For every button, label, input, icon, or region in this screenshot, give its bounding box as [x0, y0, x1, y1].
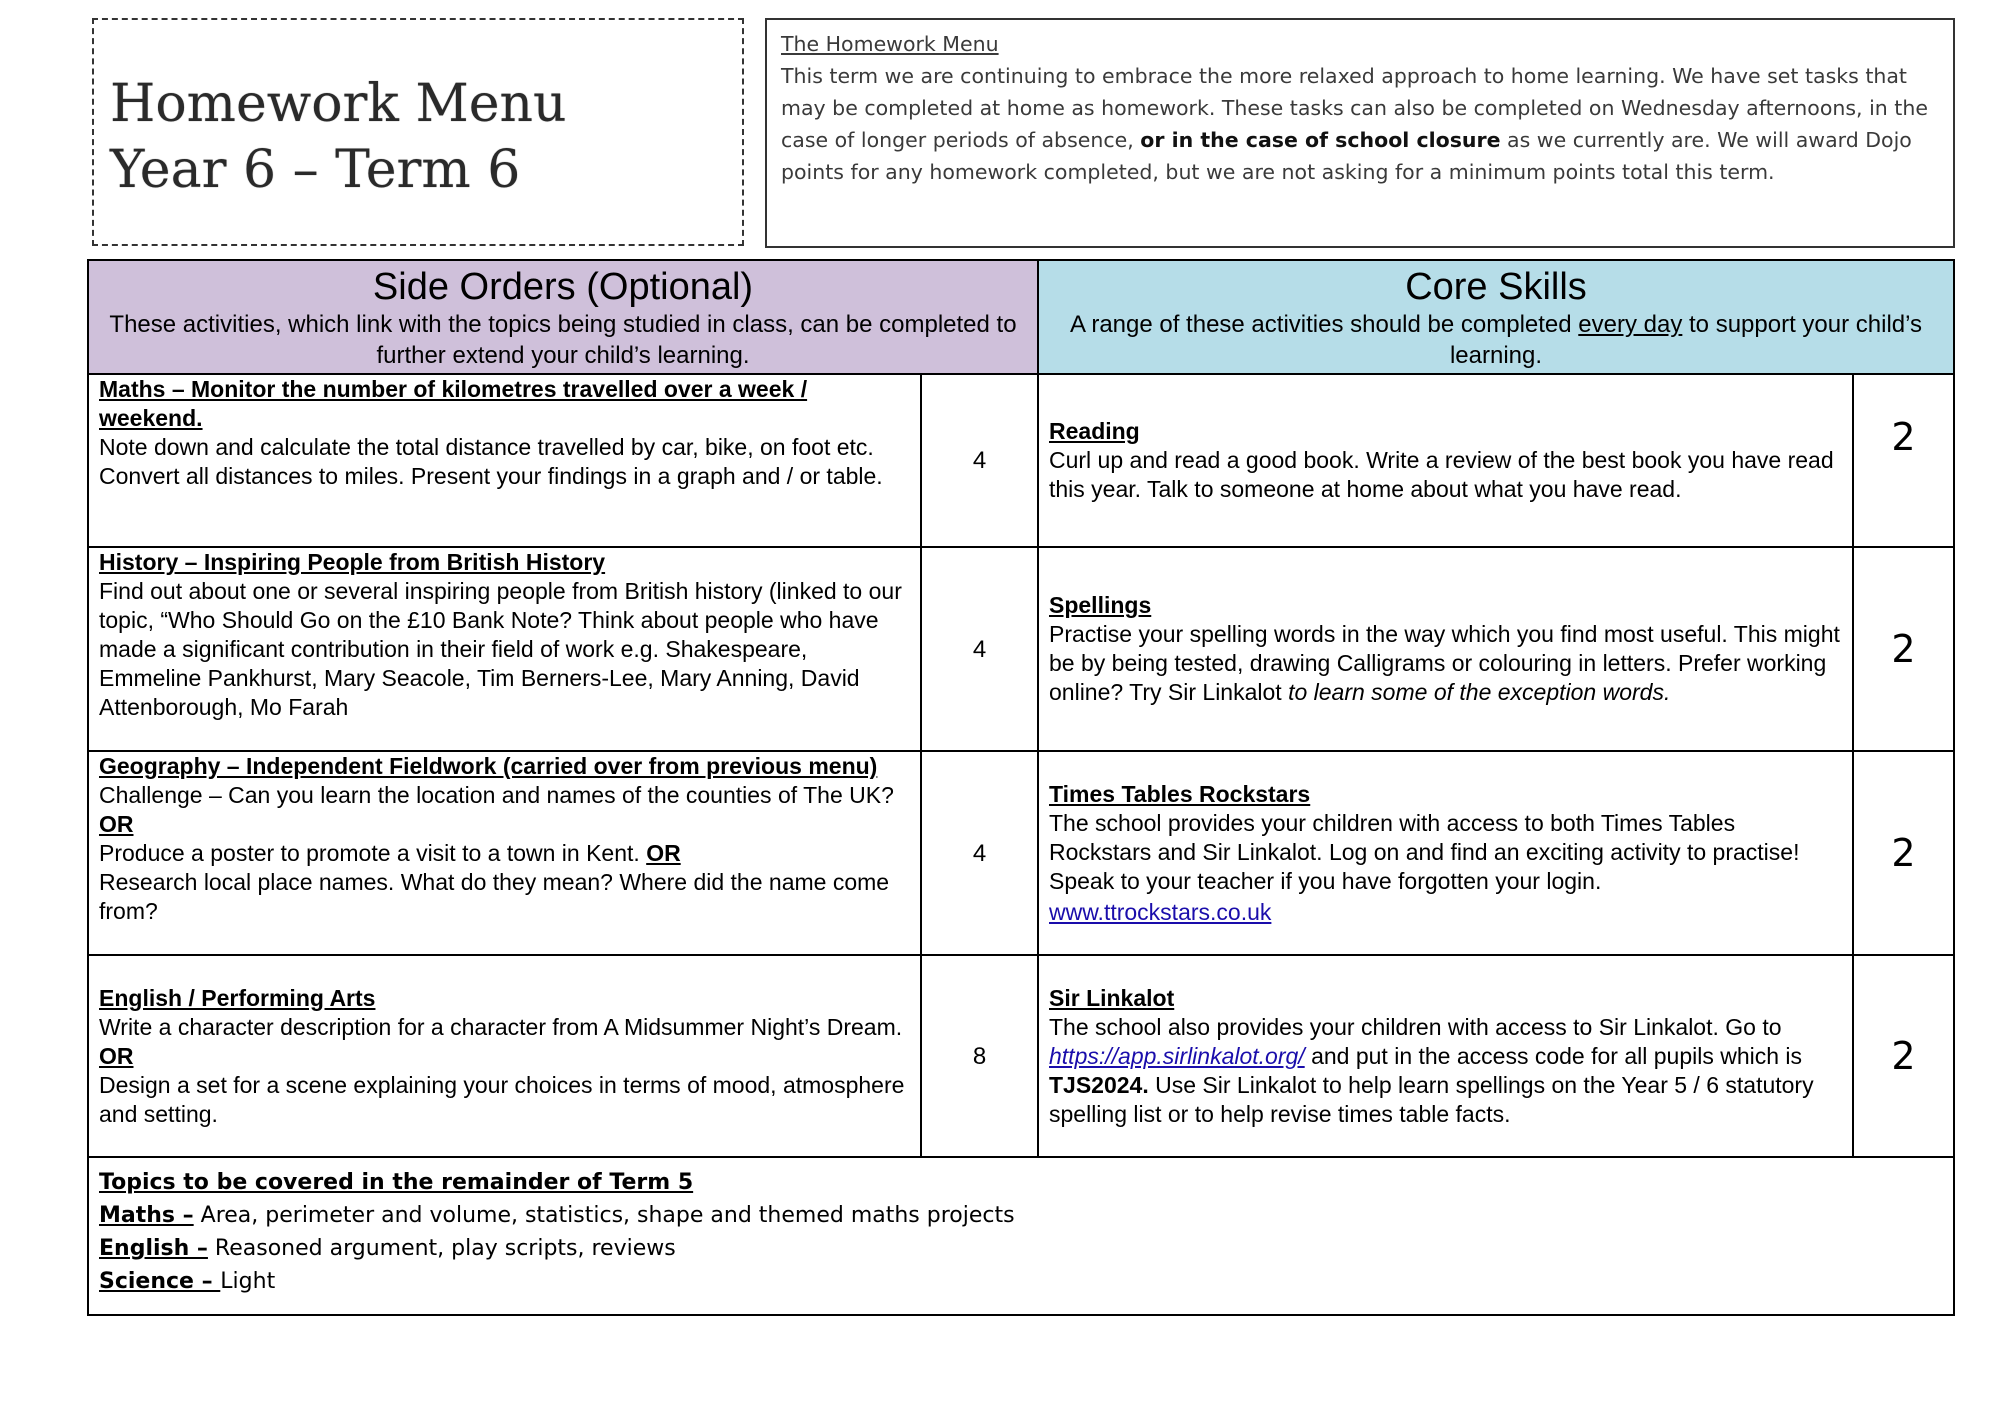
spellings-task-body: [1049, 620, 1842, 707]
topics-cell: [88, 1157, 1954, 1315]
side-orders-title: Side Orders (Optional): [372, 266, 754, 308]
topics-maths-label: Maths –: [99, 1203, 194, 1228]
table-row: [88, 547, 1954, 751]
linkalot-body-a: The school also provides your children with access to Sir Linkalot. Go to: [1049, 1013, 1782, 1040]
access-code: TJS2024.: [1049, 1071, 1149, 1098]
core-skills-header: [1038, 260, 1954, 374]
table-row: [88, 374, 1954, 547]
topics-science: [99, 1265, 1943, 1298]
english-task: [88, 955, 921, 1157]
linkalot-body-c: Use Sir Linkalot to help learn spellings on the Year 5 / 6 statutory spelling list or to help revise times table facts.: [1049, 1071, 1814, 1127]
linkalot-task: [1038, 955, 1853, 1157]
geography-task-body: [99, 781, 910, 839]
english-or1: OR: [99, 1042, 134, 1069]
history-task-title: History – Inspiring People from British History: [99, 549, 606, 575]
header-row: [88, 260, 1954, 374]
geography-line2-wrap: [99, 839, 910, 868]
side-orders-subtitle: These activities, which link with the topics being studied in class, can be completed to further extend your child’s learning.: [109, 311, 1017, 369]
spellings-task: [1038, 547, 1853, 751]
english-line2: Design a set for a scene explaining your choices in terms of mood, atmosphere and setting.: [99, 1071, 905, 1127]
topics-heading: Topics to be covered in the remainder of Term 5: [99, 1170, 694, 1195]
page-subtitle: Year 6 – Term 6: [110, 140, 521, 200]
english-line1: Write a character description for a character from A Midsummer Night’s Dream.: [99, 1013, 903, 1040]
reading-task: [1038, 374, 1853, 547]
english-task-title: English / Performing Arts: [99, 984, 376, 1011]
intro-text-a: This term we are continuing to embrace the more relaxed approach to home learning. We have set tasks that may be completed at home as homework. These tasks can also be completed on Wednesday afternoons, in the case of longer periods of absence,: [781, 64, 1928, 152]
topics-english-label: English –: [99, 1236, 208, 1261]
spellings-points: 2: [1853, 547, 1954, 751]
ttrs-task-title: Times Tables Rockstars: [1049, 780, 1311, 807]
sirlinkalot-link[interactable]: https://app.sirlinkalot.org/: [1049, 1042, 1305, 1069]
linkalot-task-title: Sir Linkalot: [1049, 984, 1175, 1011]
geography-line1: Challenge – Can you learn the location and names of the counties of The UK?: [99, 782, 894, 808]
maths-task-body: Note down and calculate the total distance travelled by car, bike, on foot etc. Convert all distances to miles. Present your findings in a graph and / or table.: [99, 434, 883, 489]
ttrs-task-body: The school provides your children with access to both Times Tables Rockstars and Sir Linkalot. Log on and find an exciting activity to practise! Speak to your teacher if you have forgotten your login.: [1049, 809, 1800, 894]
intro-text-b: as we currently are. We will award Dojo points for any homework completed, but we are not asking for a minimum points total this term.: [781, 128, 1912, 184]
core-subtitle-b: to support your child’s learning.: [1449, 311, 1923, 369]
intro-text-bold: or in the case of school closure: [1140, 128, 1501, 152]
reading-task-body: Curl up and read a good book. Write a review of the best book you have read this year. Talk to someone at home about what you have read.: [1049, 447, 1834, 502]
ttrs-task: [1038, 751, 1853, 955]
english-task-body: [99, 1013, 910, 1071]
ttrockstars-link[interactable]: www.ttrockstars.co.uk: [1049, 898, 1272, 925]
spellings-task-title: Spellings: [1049, 592, 1152, 618]
page-title: Homework Menu: [110, 74, 567, 134]
geography-points: 4: [921, 751, 1038, 955]
geography-task: [88, 751, 921, 955]
core-skills-subtitle: [1039, 309, 1953, 373]
history-task-body: Find out about one or several inspiring people from British history (linked to our topic, “Who Should Go on the £10 Bank Note? Think about people who have made a significant contribution in their field of work e.g. Shakespeare, Emmeline Pankhurst, Mary Seacole, Tim Berners-Lee, Mary Anning, David Attenborough, Mo Farah: [99, 578, 902, 720]
intro-heading: The Homework Menu: [781, 32, 999, 56]
geography-line2: Produce a poster to promote a visit to a town in Kent.: [99, 840, 647, 866]
core-subtitle-a: A range of these activities should be completed: [1069, 311, 1579, 338]
topics-science-text: Light: [220, 1269, 276, 1294]
table-row: [88, 751, 1954, 955]
ttrs-points: 2: [1853, 751, 1954, 955]
geography-or1: OR: [99, 811, 134, 837]
topics-row: [88, 1157, 1954, 1315]
intro-box: [765, 18, 1955, 248]
spellings-body-text: Practise your spelling words in the way which you find most useful. This might be by being tested, drawing Calligrams or colouring in letters. Prefer working online? Try Sir Linkalot: [1049, 621, 1840, 705]
topics-english-text: Reasoned argument, play scripts, reviews: [207, 1236, 676, 1261]
topics-science-label: Science –: [99, 1269, 221, 1294]
maths-task: [88, 374, 921, 547]
geography-task-title: Geography – Independent Fieldwork (carried over from previous menu): [99, 753, 878, 779]
core-subtitle-every-day: every day: [1578, 311, 1683, 338]
geography-line3: Research local place names. What do they mean? Where did the name come from?: [99, 869, 890, 924]
reading-task-title: Reading: [1049, 418, 1140, 444]
side-orders-header: [88, 260, 1038, 374]
english-points: 8: [921, 955, 1038, 1157]
geography-or2: OR: [646, 840, 681, 866]
intro-text: [781, 60, 1939, 188]
homework-table: [87, 259, 1955, 1316]
linkalot-task-body: [1049, 1013, 1842, 1129]
topics-maths: [99, 1199, 1943, 1232]
title-box: [92, 18, 744, 246]
table-row: [88, 955, 1954, 1157]
reading-points: 2: [1853, 374, 1954, 547]
maths-task-title: Maths – Monitor the number of kilometres travelled over a week / weekend.: [99, 376, 808, 431]
topics-english: [99, 1232, 1943, 1265]
spellings-body-italic: to learn some of the exception words.: [1288, 679, 1671, 705]
history-task: [88, 547, 921, 751]
linkalot-points: 2: [1853, 955, 1954, 1157]
linkalot-body-b: and put in the access code for all pupils which is: [1304, 1042, 1803, 1069]
core-skills-title: Core Skills: [1405, 266, 1587, 308]
topics-maths-text: Area, perimeter and volume, statistics, shape and themed maths projects: [193, 1203, 1015, 1228]
history-points: 4: [921, 547, 1038, 751]
maths-points: 4: [921, 374, 1038, 547]
